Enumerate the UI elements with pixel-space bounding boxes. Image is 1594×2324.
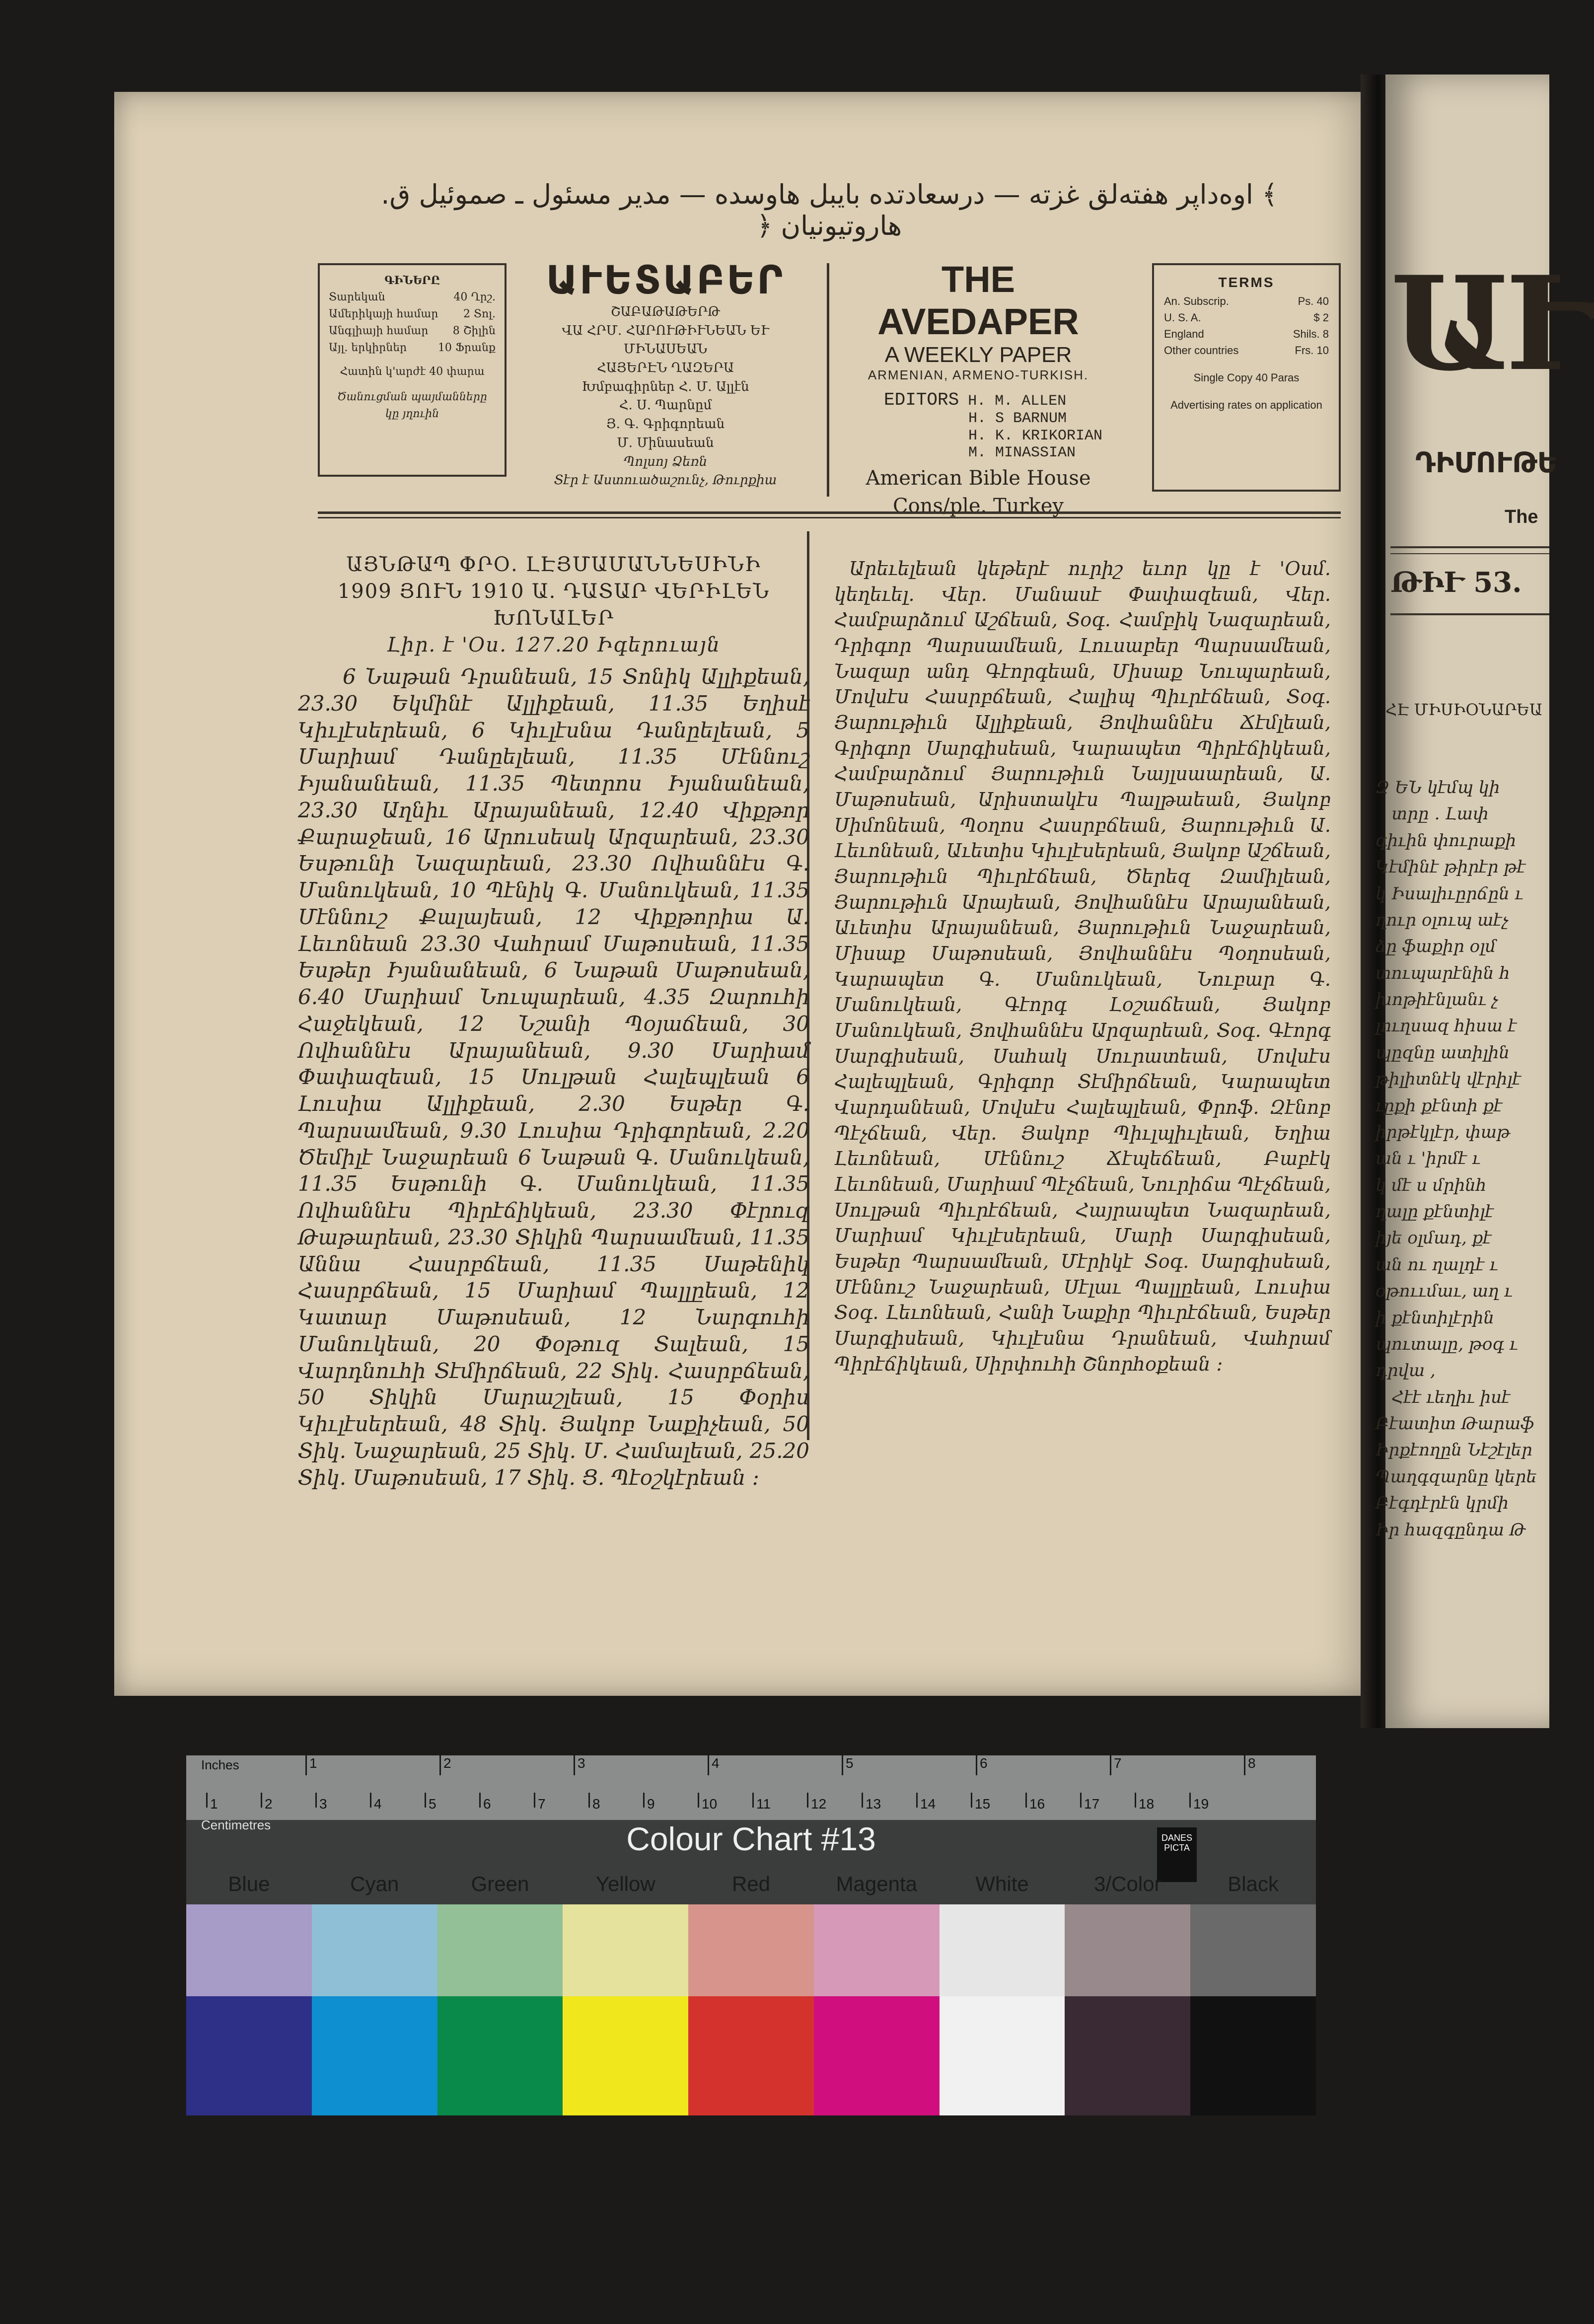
armenian-editor: Հ. Ս. Պարնըմ (619, 398, 712, 413)
cm-number: 16 (1029, 1796, 1045, 1812)
colour-patch-solid (437, 1996, 563, 2115)
inch-tick (439, 1755, 441, 1775)
colour-patch-tint (1190, 1904, 1316, 1996)
facing-page-line: պըզնը ատիլին (1376, 1042, 1510, 1063)
armenian-editor: Խմբագիրներ Հ. Մ. Ալլէն (581, 379, 749, 394)
price-single-copy: Հատին կ'արժէ 40 փարա (340, 365, 485, 378)
cm-tick (206, 1793, 208, 1808)
colour-patch-solid (186, 1996, 312, 2115)
colour-patch-solid (1190, 1996, 1316, 2115)
terms-heading: TERMS (1218, 275, 1275, 290)
patch-label: Cyan (350, 1872, 399, 1895)
cm-number: 11 (756, 1796, 771, 1812)
cm-number: 17 (1084, 1796, 1100, 1812)
inch-tick (842, 1755, 843, 1775)
inch-tick (708, 1755, 709, 1775)
terms-row: Other countries Frs. 10 (1164, 344, 1329, 357)
colour-patch-tint (940, 1904, 1065, 1996)
cm-number: 10 (702, 1796, 718, 1812)
english-title: THE AVEDAPER (877, 259, 1079, 342)
cm-tick (534, 1793, 535, 1808)
patch-label: Yellow (595, 1872, 655, 1895)
cm-number: 3 (319, 1796, 327, 1812)
facing-page-line: Զ ԵՆ կէմպ կի (1376, 778, 1500, 798)
facing-page-line: Իրքէողըն Նէշէլեր (1376, 1440, 1532, 1460)
armenian-address: Տէր է Աստուածաշունչ, Թուրքիա (554, 473, 777, 488)
cm-tick (1025, 1793, 1027, 1808)
colour-patch-tint (312, 1904, 437, 1996)
colour-patch-tint (437, 1904, 563, 1996)
colour-patch-solid (688, 1996, 814, 2115)
left-heading-3: ԽՈՆԱԼԵՐ (493, 607, 615, 630)
cm-number: 8 (592, 1796, 600, 1812)
inch-number: 1 (309, 1755, 317, 1771)
facing-page-line: Բէատիտ Թարաֆ (1376, 1414, 1534, 1434)
cm-tick (479, 1793, 481, 1808)
cm-number: 2 (265, 1796, 273, 1812)
cm-number: 7 (538, 1796, 546, 1812)
editor-name: H. S BARNUM (968, 410, 1067, 428)
patch-label: Red (731, 1872, 771, 1895)
cm-number: 19 (1193, 1796, 1209, 1812)
patch-label: Green (471, 1872, 529, 1895)
colour-patch-tint (814, 1904, 940, 1996)
patch-labels (186, 1872, 1316, 1896)
chart-logo: DANES PICTA (1157, 1827, 1197, 1882)
terms-row: U. S. A. $ 2 (1164, 311, 1329, 324)
patch-label: Magenta (836, 1872, 918, 1895)
price-row: Տարեկան 40 Ղրշ. (329, 291, 496, 304)
cm-tick (261, 1793, 262, 1808)
masthead-double-rule (318, 511, 1341, 518)
terms-row: England Shils. 8 (1164, 328, 1329, 340)
facing-page-subtitle: ԴԻՄՈՒԹԵ (1415, 447, 1558, 479)
masthead-divider (827, 263, 829, 497)
facing-page-line: դրվա , (1376, 1361, 1436, 1381)
inch-number: 8 (1248, 1755, 1256, 1771)
price-row: Անգլիայի համար 8 Շիլին (329, 325, 496, 338)
facing-page-the: The (1505, 507, 1538, 527)
left-column (298, 551, 809, 1491)
facing-page-line: լուղսազ հիսա է (1376, 1016, 1517, 1036)
armenian-title: ԱՒԵՏԱԲԵՐ (546, 258, 785, 303)
terms-single-copy: Single Copy 40 Paras (1193, 371, 1300, 384)
english-subtitle: A WEEKLY PAPER (884, 343, 1072, 367)
colour-patch-solid (814, 1996, 940, 2115)
facing-page-line: Բէգդէրէն կրմի (1376, 1493, 1509, 1514)
facing-page-line: իյե օլմադ, քէ (1376, 1228, 1492, 1248)
cm-number: 6 (483, 1796, 491, 1812)
cm-tick (698, 1793, 699, 1808)
ruler (186, 1755, 1316, 1820)
armenian-price-box (318, 263, 507, 477)
facing-page-line: տրը ․ Լափ (1376, 804, 1489, 824)
left-heading-4: Լիր. է 'Օս. 127.20 Իգերուայն (387, 634, 721, 656)
colour-patch-tint (563, 1904, 688, 1996)
colour-patch-tint (186, 1904, 312, 1996)
inch-tick (1110, 1755, 1111, 1775)
armenian-masthead (526, 258, 804, 490)
facing-page-line: Հէէ ւեղիւ իսէ (1376, 1387, 1511, 1407)
facing-page-section-heading: ՀԷ ՄԻՍԻՕՆԱՐԵԱ (1385, 700, 1542, 719)
cm-number: 12 (811, 1796, 827, 1812)
colour-chart-title: Colour Chart #13 (626, 1820, 876, 1857)
editor-name: H. K. KRIKORIAN (968, 427, 1103, 444)
armenian-line-2: ՀԱՅԵՐԷՆ ՂԱԶԵՐԱ (597, 361, 734, 376)
editor-name: H. M. ALLEN (968, 393, 1067, 410)
inch-number: 3 (578, 1755, 585, 1771)
cm-tick (807, 1793, 808, 1808)
price-row: Այլ. երկիրներ 10 Ֆրանք (329, 342, 496, 355)
facing-page-line: գիւին փուրաքի (1376, 830, 1517, 851)
facing-page-issue-number: ԹԻՒ 53. (1390, 566, 1522, 599)
colour-patch-solid (1065, 1996, 1190, 2115)
ottoman-turkish-header-line: ﴾ اوه‌داپر هفته‌لق غزته — درسعادتده بایبل هاوسده — مدیر مسئول ـ صموئیل ق. هاروتیونیان ﴿ (381, 179, 1278, 241)
facing-page-line: կ Իսալիւըրճըն ւ (1376, 883, 1523, 904)
armenian-editor: Մ. Մինասեան (617, 435, 714, 450)
inch-tick (305, 1755, 307, 1775)
cm-tick (1135, 1793, 1136, 1808)
english-masthead (839, 258, 1117, 517)
editors-label: EDITORS (884, 390, 959, 410)
facing-page-line: ւըքի քէնտի քէ (1376, 1095, 1503, 1116)
inch-number: 6 (980, 1755, 988, 1771)
terms-row: An. Subscrip. Ps. 40 (1164, 295, 1329, 307)
facing-page-line: ղուր օլուպ աէչ (1376, 910, 1509, 930)
colour-patch-tint (1065, 1904, 1190, 1996)
cm-tick (1080, 1793, 1082, 1808)
facing-page-line: Պաղգզարնը կերե (1376, 1466, 1537, 1487)
cm-tick (1189, 1793, 1191, 1808)
facing-page-line: ի քէնտիլէրին (1376, 1307, 1494, 1328)
facing-page-line: ան ու ղալդէ ւ (1376, 1254, 1498, 1275)
facing-page-rule (1390, 546, 1549, 554)
cm-tick (370, 1793, 371, 1808)
english-publisher: American Bible House (866, 466, 1091, 490)
cm-number: 14 (920, 1796, 936, 1812)
cm-number: 4 (374, 1796, 382, 1812)
cm-tick (643, 1793, 645, 1808)
armenian-line-1: ՎԱ ՀՐՄ. ՀԱՐՈՒԹԻՒՆԵԱՆ ԵՒ ՄԻՆԱՍԵԱՆ (562, 323, 769, 357)
armenian-publisher: Պոլսոյ Ձեռն (623, 454, 708, 469)
facing-page-line: ղալը քէնտիլէ (1376, 1202, 1494, 1222)
left-heading-2: 1909 ՅՈՒՆ 1910 Ա. ԴԱՏԱՐ ՎԵՐԻԼԵՆ (337, 580, 770, 603)
ruler-centimetres-label: Centimetres (201, 1817, 271, 1832)
ruler-inches-label: Inches (201, 1757, 239, 1772)
facing-page-line: խոթիէնլանւ չ (1376, 990, 1498, 1010)
english-city: Cons/ple. Turkey (892, 494, 1064, 517)
facing-page-line: ձը ֆաքիր օլմ (1376, 937, 1496, 957)
facing-page-line: Կէմինէ թիրէր թէ (1376, 857, 1526, 877)
cm-number: 1 (210, 1796, 218, 1812)
facing-page-rule-2 (1390, 613, 1549, 615)
colour-patch-solid (940, 1996, 1065, 2115)
cm-tick (315, 1793, 317, 1808)
inch-number: 5 (846, 1755, 854, 1771)
patch-label: Blue (228, 1872, 270, 1895)
left-heading-1: ԱՅՆԹԱՊ ՓՐՕ. ԼԷՅՄԱՄԱՆՆԵՍԻՆԻ (346, 553, 761, 576)
right-column-body: Արեւելեան կեթերէ ուրիշ եւոր կը է 'Օսմ. կեղեւել. Վեր. Մանասէ Փափազեան, Վեր. Համբարձում Աշճեան, Տօգ. Համբիկ Նազարեան, Դրիգոր Պարսամեան, Լուսաբեր Պարսամեան, Նազար անդ Գէորգեան, Միսաք Նուպարեան, Մովսէս Հասրբճեան, Հալիպ Պիւրէճեան, Տօգ. Յարութիւն Ալլիքեան, Յովհաննէս Ճէմլեան, Գրիգոր Սարգիսեան, Կարապետ Պիրէճիկեան, Համբարձում Յարութիւն Նայլսաարեան, Ա. Մաթոսեան, Արիստակէս Պալթաեան, Յակոբ Սիմոնեան, Պօղոս Հասրբճեան, Յարութիւն Ա. Լեւոնեան, Աւետիս Կիւլէսերեան, Յակոբ Աշճեան, Յարութիւն Պիւրէճեան, Ծերեզ Զամիլեան, Յարութիւն Արայեան, Յովհաննէս Արայանեան, Աւետիս Արայանեան, Յարութիւն Նաջարեան, Միսաք Մաթոսեան, Յովհաննէս Պօղոսեան, Կարապետ Գ. Մանուկեան, Նուբար Գ. Մանուկեան, Գէորգ Լօշաճեան, Յակոբ Մանուկեան, Յովհաննէս Արզարեան, Տօգ. Գէորգ Սարգիսեան, Սահակ Սուրատեան, Մովսէս Հալեպլեան, Գրիգոր Տէմիրճեան, Կարապետ Վարդանեան, Մովսէս Հալեպլեան, Փրոֆ. Զէնոբ Պէչճեան, Վեր. Յակոբ Պիւլպիւլեան, Եղիա Լեւոնեան, Մէննուշ Ճէպեճեան, Բաբէկ Լեւոնեան, Մարիամ Պէչճեան, Նուրիճա Պէչճեան, Սուլթան Պիւրէճեան, Հայրապետ Նազարեան, Մարիամ Կիւլէսերեան, Մարի Սարգիսեան, Եսթեր Պարսամեան, Մէրիկէ Տօգ. Սարգիսեան, Մէննուշ Նաջարեան, Սէլաւ Պալլըեան, Լուսիա Տօգ. Լեւոնեան, Հանի Նաքիր Պիւրէճեան, Եսթեր Սարգիսեան, Կիւլէսնա Դրանեան, Վահրամ Պիրէճիկեան, Սիրփուհի Շնորհօքեան ։ (834, 558, 1331, 1375)
facing-page-line: իրթէկլէր, փաթ (1376, 1122, 1510, 1142)
colour-patch-tint (688, 1904, 814, 1996)
facing-page-line: տուպարէնին հ (1376, 963, 1510, 983)
inch-number: 4 (712, 1755, 720, 1771)
cm-number: 15 (975, 1796, 991, 1812)
colour-patch-solid (563, 1996, 688, 2115)
facing-page-line: ան ւ 'իրմէ ւ (1376, 1149, 1481, 1169)
cm-tick (971, 1793, 972, 1808)
armenian-editor: Յ. Գ. Գրիգորեան (606, 417, 725, 432)
facing-page-title-letters: ԱՒ (1390, 248, 1594, 400)
cm-tick (588, 1793, 590, 1808)
facing-page-line: օթոււմաւ, աղ ւ (1376, 1281, 1513, 1302)
editors-block (884, 390, 1117, 462)
facing-page-text (1376, 775, 1554, 1543)
inch-number: 2 (443, 1755, 451, 1771)
price-box-heading: ԳԻՆԵՐԸ (384, 274, 440, 287)
cm-tick (862, 1793, 863, 1808)
cm-tick (916, 1793, 918, 1808)
inch-tick (1244, 1755, 1245, 1775)
english-language: ARMENIAN, ARMENO-TURKISH. (868, 367, 1089, 382)
cm-number: 18 (1139, 1796, 1155, 1812)
left-column-body: 6 Նաթան Դրանեան, 15 Տոնիկ Ալլիքեան, 23.30 Եկմինէ Ալլիքեան, 11.35 Եղիսէ Կիւլէսերեան, 6 Կիւլէսնա Դանըելեան, 5 Մարիամ Դանըելեան, 11.35 Մէննուշ Իյանանեան, 11.35 Պետրոս Իյանանեան, 23.30 Աղնիւ Արայանեան, 12.40 Վիքթոր Քարաջեան, 16 Արուսեակ Արզարեան, 23.30 Եսթունի Նազարեան, 23.30 Ովհաննէս Գ. Մանուկեան, 10 Պէնիկ Գ. Մանուկեան, 11.35 Մէննուշ Քալայեան, 12 Վիքթորիա Ա. Լեւոնեան 23.30 Վահրամ Մաթոսեան, 11.35 Եսթեր Իյանանեան, 6 Նաթան Մաթոսեան, 6.40 Մարիամ Նուպարեան, 4.35 Զարուհի Հաջեկեան, 12 Նշանի Պօյաճեան, 30 Ովհաննէս Արայանեան, 9.30 Մարիամ Փափազեան, 15 Սուլթան Հալեպլեան 6 Լուսիա Ալլիքեան, 2.30 Եսթեր Գ. Պարսամեան, 9.30 Լուսիա Դրիգորեան, 2.20 Ծեմիլէ Նաջարեան 6 Նաթան Գ. Մանուկեան, 11.35 Եսթունի Գ. Մանուկեան, 11.35 Ովհաննէս Պիրէճիկեան, 23.30 Փէրուզ Թաթարեան, 23.30 Տիկին Պարսամեան, 11.35 Աննա Հասրբճեան, 11.35 Սաթենիկ Հասրբճեան, 15 Մարիամ Պալլըեան, 12 Կատար Մաթոսեան, 12 Նարգուհի Մանուկեան, 20 Փօթուզ Տալեան, 15 Վարդնուհի Տէմիրճեան, 22 Տիկ. Հասրբճեան, 50 Տիկին Մարաշլեան, 15 Փօրիս Կիւլէսերեան, 48 Տիկ. Յակոբ Նաքիչեան, 50 Տիկ. Նաջարեան, 25 Տիկ. Մ. Համալեան, 25.20 Տիկ. Մաթոսեան, 17 Տիկ. Ց. Պէօշկէրեան ։ (298, 664, 809, 1490)
facing-page-line: պուտալը, թօգ ւ (1376, 1334, 1518, 1354)
cm-tick (752, 1793, 754, 1808)
cm-number: 13 (866, 1796, 881, 1812)
inch-tick (574, 1755, 575, 1775)
patch-label: 3/Color (1094, 1872, 1161, 1895)
patches-bottom-row (186, 1996, 1316, 2115)
patches-top-row (186, 1904, 1316, 1996)
cm-number: 5 (429, 1796, 436, 1812)
price-row: Ամերիկայի համար 2 Տոլ. (329, 308, 496, 321)
facing-page-line: թիլիտնէկ վէրիլէ (1376, 1069, 1522, 1089)
inch-number: 7 (1114, 1755, 1122, 1771)
patch-label: Black (1228, 1872, 1279, 1895)
price-note: Ծանուցման պայմանները կը յղուին (337, 390, 487, 420)
facing-page-line: կ մէ ս մրինհ (1376, 1175, 1487, 1195)
facing-page-line: Իր հազգընդա Թ (1376, 1520, 1526, 1540)
cm-number: 9 (647, 1796, 655, 1812)
cm-tick (425, 1793, 426, 1808)
colour-patch-solid (312, 1996, 437, 2115)
armenian-subtitle: ՇԱԲԱԹԱԹԵՐԹ (610, 304, 721, 319)
inch-tick (976, 1755, 977, 1775)
editor-name: M. MINASSIAN (968, 444, 1076, 462)
terms-advertising: Advertising rates on application (1170, 399, 1322, 411)
terms-box (1152, 263, 1341, 492)
patch-label: White (975, 1872, 1029, 1895)
